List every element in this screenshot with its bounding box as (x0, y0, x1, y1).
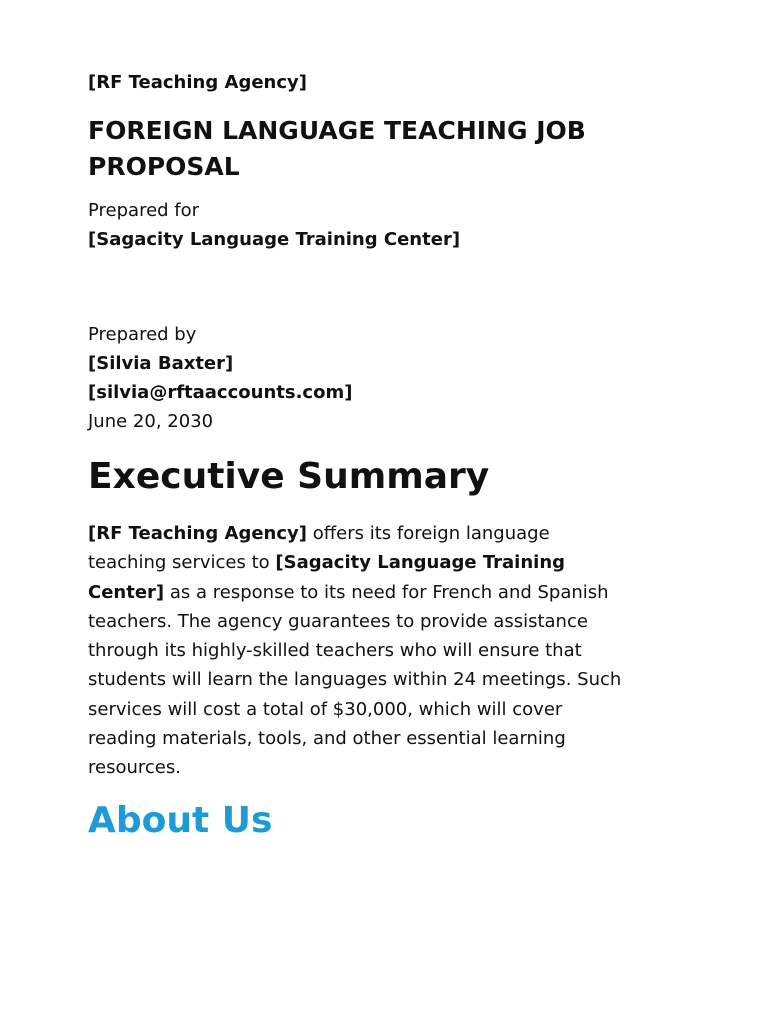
summary-line: resources. (88, 757, 181, 779)
document-title (88, 113, 688, 185)
author-email: [silvia@rftaaccounts.com] (88, 382, 353, 403)
document-title-line-1: FOREIGN LANGUAGE TEACHING JOB (88, 116, 586, 145)
summary-bold-text: [RF Teaching Agency] (88, 523, 307, 544)
prepared-for-block (88, 196, 460, 254)
proposal-date: June 20, 2030 (88, 411, 214, 432)
summary-line (88, 578, 688, 607)
executive-summary-heading: Executive Summary (88, 456, 490, 497)
prepared-for-label: Prepared for (88, 200, 200, 221)
document-title-line-2: PROPOSAL (88, 152, 240, 181)
prepared-by-block (88, 320, 352, 436)
summary-text: offers its foreign language (306, 523, 550, 544)
summary-line: teachers. The agency guarantees to provide assistance (88, 610, 588, 632)
summary-line: reading materials, tools, and other essential learning (88, 728, 566, 750)
summary-text: as a response to its need for French and Spanish (164, 581, 609, 603)
summary-line: through its highly-skilled teachers who will ensure that (88, 640, 582, 662)
about-us-heading: About Us (88, 800, 273, 841)
prepared-by-label: Prepared by (88, 324, 197, 345)
summary-line (88, 519, 688, 548)
summary-bold-text: [Sagacity Language Training (275, 552, 566, 574)
agency-name-header: [RF Teaching Agency] (88, 72, 307, 93)
summary-text: teaching services to (88, 552, 276, 574)
author-name: [Silvia Baxter] (88, 353, 234, 374)
summary-line: students will learn the languages within 24 meetings. Such (88, 669, 622, 691)
summary-bold-text: Center] (88, 581, 165, 603)
client-name: [Sagacity Language Training Center] (88, 229, 461, 250)
summary-line: services will cost a total of $30,000, which will cover (88, 698, 563, 720)
executive-summary-paragraph (88, 519, 688, 783)
summary-line (88, 548, 688, 577)
